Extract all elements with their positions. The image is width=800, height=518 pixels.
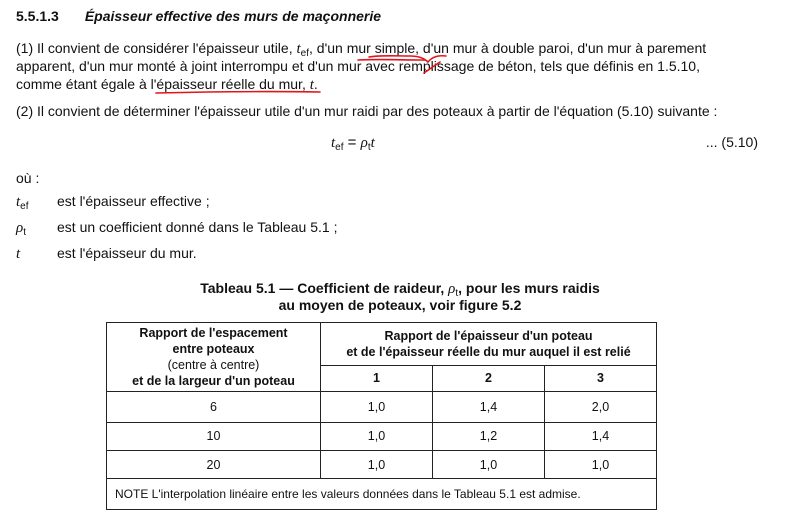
paragraph-1-line-3: comme étant égale à l'épaisseur réelle du mur, t. <box>16 76 318 93</box>
def-text-t: est l'épaisseur du mur. <box>57 245 197 261</box>
def-text-tef: est l'épaisseur effective ; <box>57 193 210 209</box>
table-caption-line-2: au moyen de poteaux, voir figure 5.2 <box>278 297 522 313</box>
paragraph-1-line-1: (1) Il convient de considérer l'épaisseur utile, $t_{ef}$, d'un mur simple, d'un mur à double paroi, d'un mur à parement <box>16 40 707 59</box>
def-symbol-t: t <box>16 246 21 262</box>
paragraph-2: (2) Il convient de déterminer l'épaisseur utile d'un mur raidi par des poteaux à partir de l'équation (5.10) suivante : <box>16 103 718 119</box>
table-note: NOTE L'interpolation linéaire entre les valeurs données dans le Tableau 5.1 est admise. <box>107 479 657 510</box>
section-number: 5.5.1.3 <box>16 8 59 24</box>
equation-5-10: $t_{ef} = \rho_tt$ <box>331 134 375 153</box>
def-text-rho: est un coefficient donné dans le Tableau 5.1 ; <box>57 219 338 235</box>
table-caption-line-1: Tableau 5.1 — Coefficient de raideur, $\rho_t$, pour les murs raidis <box>200 280 600 299</box>
section-title: Épaisseur effective des murs de maçonnerie <box>84 8 382 24</box>
table-row: 10 1,0 1,2 1,4 <box>107 422 657 450</box>
col-header-3: 3 <box>544 365 656 391</box>
col-header-1: 1 <box>321 365 433 391</box>
stiffness-coefficient-table <box>106 322 657 510</box>
table-row: 20 1,0 1,0 1,0 <box>107 451 657 479</box>
def-symbol-rho: $\rho_t$ <box>16 220 26 238</box>
equation-number: ... (5.10) <box>705 134 758 150</box>
table-header-spacing-ratio: Rapport de l'espacement entre poteaux (centre à centre) et de la largeur d'un poteau <box>107 323 321 392</box>
paragraph-1-line-2: apparent, d'un mur monté à joint interrompu et d'un mur avec remplissage de béton, tels que définis en 1.5.10, <box>16 58 700 74</box>
where-label: où : <box>16 170 40 186</box>
col-header-2: 2 <box>432 365 544 391</box>
def-symbol-tef: $t_{ef}$ <box>16 194 29 212</box>
table-header-thickness-ratio: Rapport de l'épaisseur d'un poteau et de l'épaisseur réelle du mur auquel il est relié <box>321 323 657 366</box>
table-row: 6 1,0 1,4 2,0 <box>107 392 657 422</box>
section-heading <box>16 8 381 24</box>
